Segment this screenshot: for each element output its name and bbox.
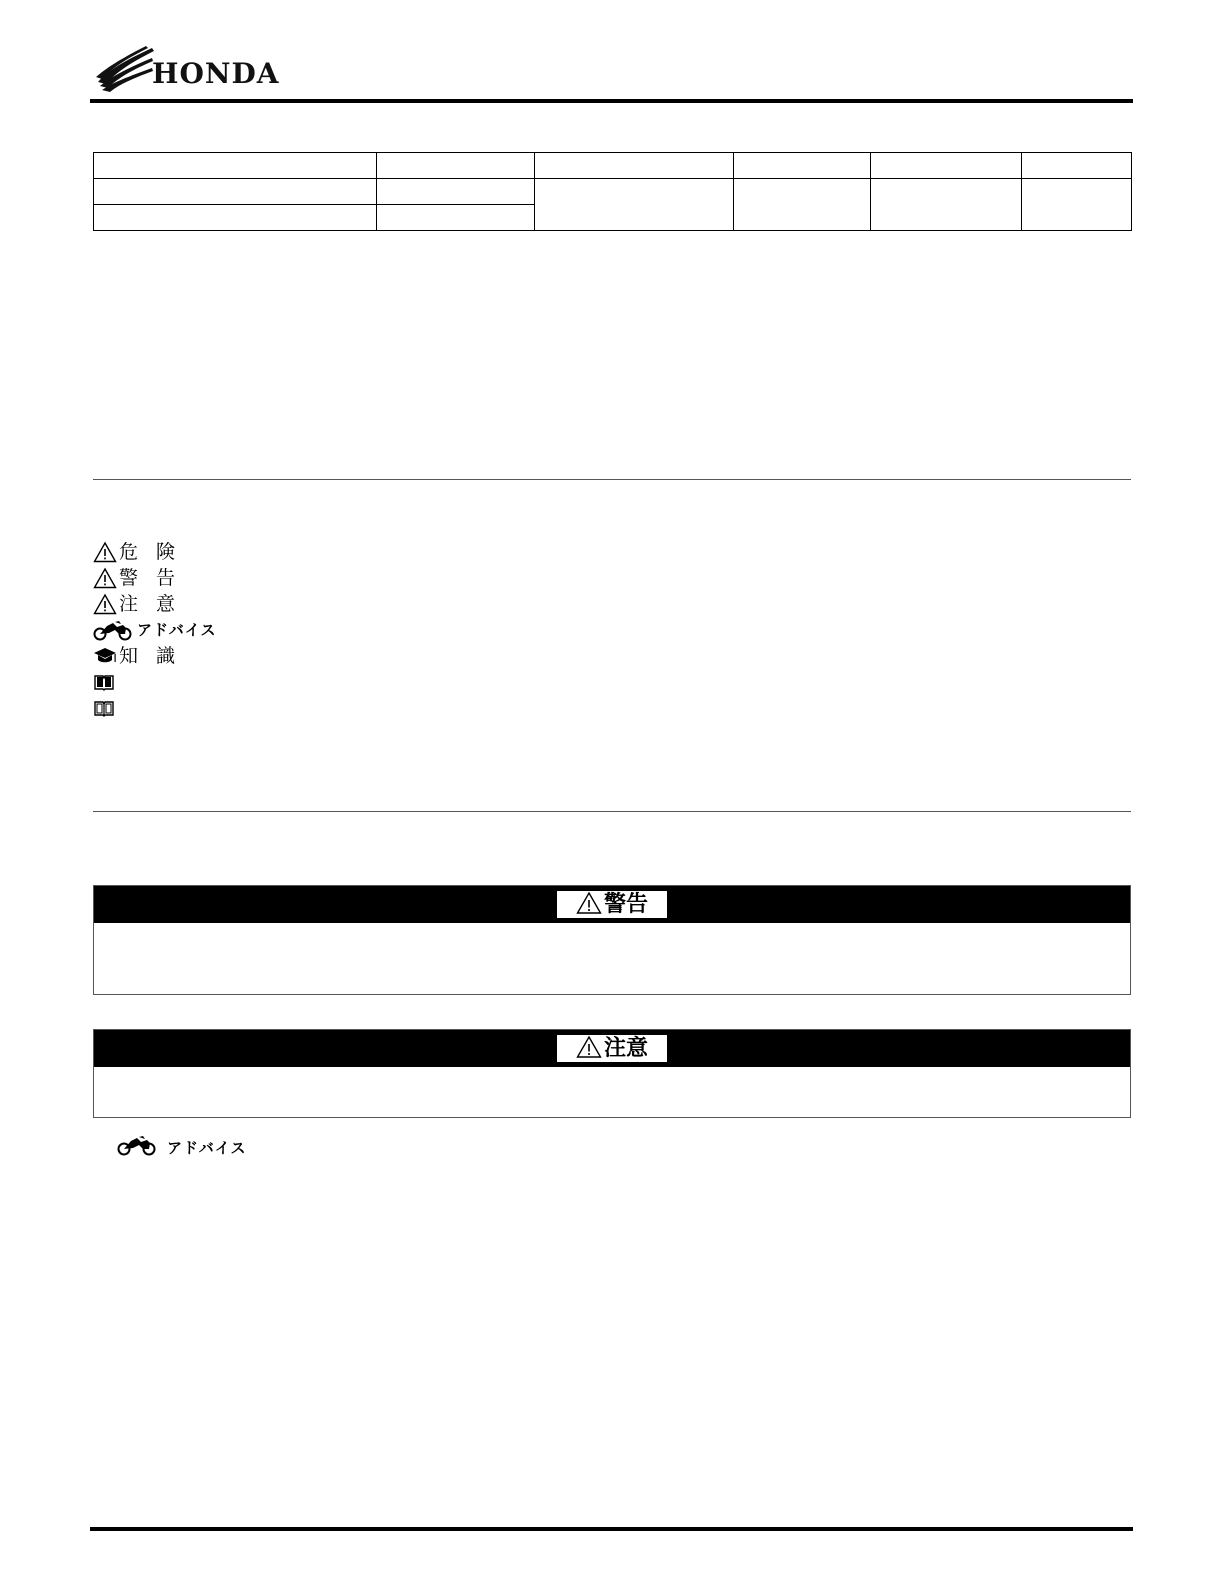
table-cell	[871, 153, 1022, 179]
legend-item-knowledge	[93, 643, 217, 669]
warning-notice-header	[94, 886, 1130, 923]
honda-wing-icon	[96, 46, 156, 92]
caution-badge	[557, 1035, 667, 1062]
legend-label: 警 告	[119, 567, 182, 589]
table-cell	[734, 179, 871, 231]
advice-heading	[117, 1134, 247, 1160]
legend-item-reference-filled	[93, 669, 217, 695]
legend-label: 知 識	[119, 645, 182, 667]
motorcycle-icon	[117, 1134, 157, 1160]
section-divider	[93, 479, 1131, 480]
legend-item-warning	[93, 565, 217, 591]
table-cell	[535, 179, 734, 231]
warning-triangle-icon	[93, 567, 119, 589]
caution-notice-header	[94, 1030, 1130, 1067]
section-divider	[93, 811, 1131, 812]
brand-name: HONDA	[152, 57, 280, 90]
table-row	[94, 153, 1132, 179]
motorcycle-icon	[93, 619, 133, 641]
legend-label: 危 険	[119, 541, 182, 563]
legend-item-reference-open	[93, 695, 217, 721]
table-cell	[734, 153, 871, 179]
table-cell	[377, 153, 535, 179]
table-cell	[377, 205, 535, 231]
book-open-icon	[93, 697, 119, 719]
table-cell	[94, 179, 377, 205]
legend-item-advice	[93, 617, 217, 643]
warning-notice	[93, 885, 1131, 995]
info-table	[93, 152, 1132, 231]
warning-triangle-icon	[93, 541, 119, 563]
table-cell	[94, 153, 377, 179]
table-cell	[535, 153, 734, 179]
table-row	[94, 179, 1132, 205]
caution-notice	[93, 1029, 1131, 1118]
warning-badge	[557, 891, 667, 918]
legend-item-caution	[93, 591, 217, 617]
warning-triangle-icon	[576, 891, 602, 919]
caution-badge-label: 注意	[603, 1036, 648, 1061]
graduation-cap-icon	[93, 645, 119, 667]
table-cell	[377, 179, 535, 205]
table-cell	[871, 179, 1022, 231]
table-cell	[94, 205, 377, 231]
warning-badge-label: 警告	[603, 892, 648, 917]
warning-triangle-icon	[576, 1035, 602, 1063]
legend-label: アドバイス	[137, 621, 217, 639]
symbol-legend	[93, 539, 217, 721]
legend-item-danger	[93, 539, 217, 565]
warning-triangle-icon	[93, 593, 119, 615]
header-rule	[90, 99, 1133, 103]
table-cell	[1022, 179, 1132, 231]
legend-label: 注 意	[119, 593, 182, 615]
footer-rule	[90, 1527, 1133, 1531]
book-filled-icon	[93, 671, 119, 693]
table-cell	[1022, 153, 1132, 179]
advice-label: アドバイス	[167, 1138, 247, 1157]
